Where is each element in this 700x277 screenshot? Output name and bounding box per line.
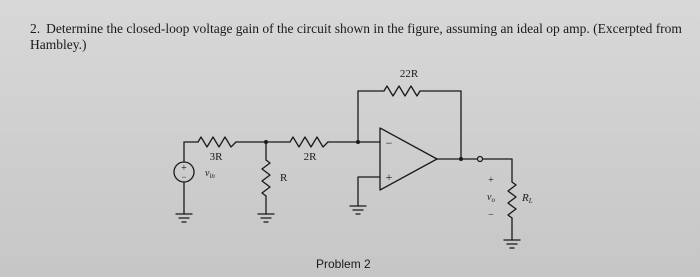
wire-source-top (184, 142, 198, 162)
op-amp (380, 128, 437, 190)
ground-symbol-source (176, 214, 192, 222)
source-plus-sign: + (181, 163, 187, 174)
resistor-r-shunt (262, 160, 270, 196)
source-label: $v_{in}$ (205, 168, 215, 180)
resistor-rl (508, 182, 516, 218)
output-label: $v_o$ (487, 192, 495, 204)
ground-symbol-load (504, 240, 520, 248)
resistor-2r (290, 137, 328, 147)
label-3r: 3R (209, 151, 223, 163)
label-22r: 22R (399, 68, 419, 80)
op-amp-noninverting-sign: + (385, 170, 393, 184)
wire-feedback (358, 91, 461, 159)
ground-symbol-noninverting (350, 206, 366, 214)
source-minus-sign: − (181, 172, 187, 182)
ground-symbol-shunt (258, 214, 274, 222)
figure-caption: Problem 2 (316, 257, 371, 271)
label-2r: 2R (303, 151, 317, 163)
op-amp-inverting-sign: − (385, 136, 393, 150)
output-minus-sign: − (488, 210, 494, 221)
problem-text: Determine the closed-loop voltage gain of the circuit shown in the figure, assuming an ideal op amp. (Excerpted from Hambley.) (30, 21, 682, 52)
problem-number: 2. (30, 21, 41, 36)
label-rl: RL (522, 192, 533, 205)
voltage-source (174, 162, 194, 182)
label-r-shunt: R (280, 172, 288, 184)
output-plus-sign: + (488, 175, 494, 186)
output-terminal (478, 157, 483, 162)
node-dot-output (459, 157, 463, 161)
resistor-3r (198, 137, 236, 147)
wire-noninverting-input (358, 177, 380, 206)
resistor-22r (384, 86, 420, 96)
